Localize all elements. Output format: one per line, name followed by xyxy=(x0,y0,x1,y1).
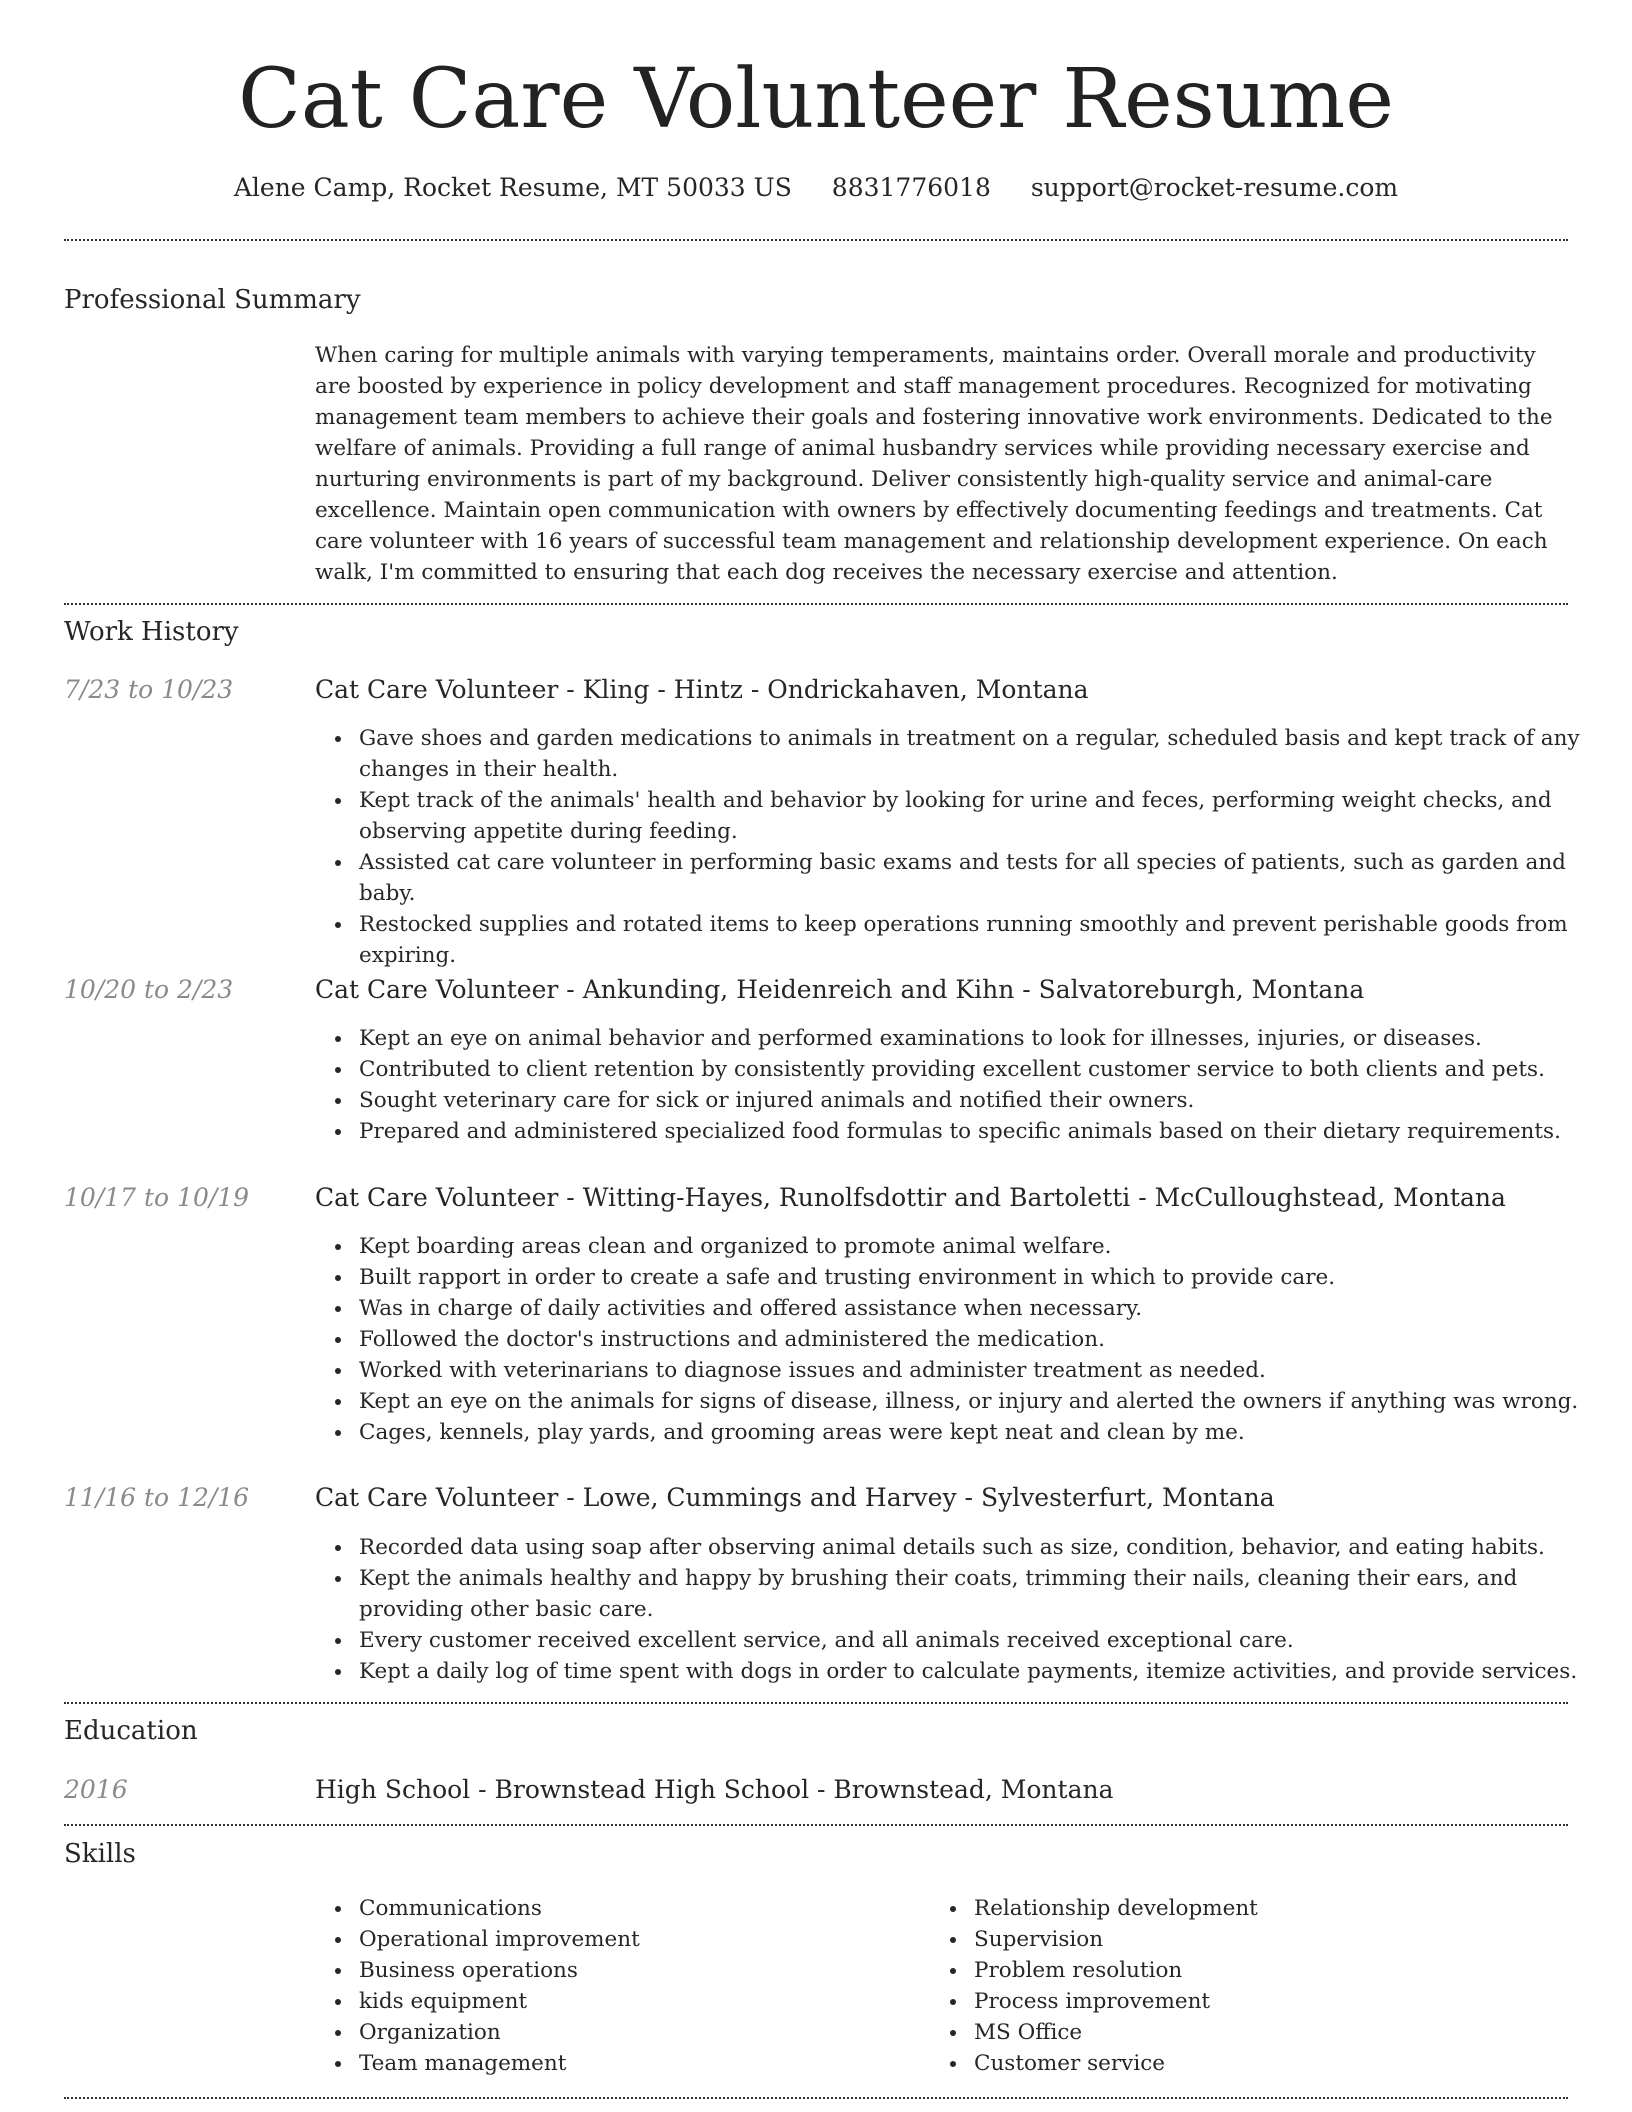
skill-item: Customer service xyxy=(974,2048,1534,2079)
skill-item: Process improvement xyxy=(974,1986,1534,2017)
skills-list-left xyxy=(315,1893,919,2079)
contact-address: Alene Camp, Rocket Resume, MT 50033 US xyxy=(233,173,792,202)
list-item: Was in charge of daily activities and offered assistance when necessary. xyxy=(359,1293,1613,1324)
skills-list-right xyxy=(930,1893,1534,2079)
job-date: 11/16 to 12/16 xyxy=(64,1483,250,1512)
list-item: Contributed to client retention by consistently providing excellent customer service to both clients and pets. xyxy=(359,1054,1613,1085)
job-date: 7/23 to 10/23 xyxy=(64,675,234,704)
list-item: Kept track of the animals' health and behavior by looking for urine and feces, performing weight checks, and observing appetite during feeding. xyxy=(359,785,1613,847)
skill-item: kids equipment xyxy=(359,1986,919,2017)
list-item: Followed the doctor's instructions and administered the medication. xyxy=(359,1324,1613,1355)
list-item: Kept the animals healthy and happy by brushing their coats, trimming their nails, cleaning their ears, and providing other basic care. xyxy=(359,1563,1613,1625)
job-title: Cat Care Volunteer - Lowe, Cummings and Harvey - Sylvesterfurt, Montana xyxy=(315,1483,1275,1512)
job-date: 10/20 to 2/23 xyxy=(64,975,234,1004)
list-item: Recorded data using soap after observing animal details such as size, condition, behavior, and eating habits. xyxy=(359,1532,1613,1563)
skill-item: Relationship development xyxy=(974,1893,1534,1924)
education-date: 2016 xyxy=(64,1775,128,1804)
list-item: Kept boarding areas clean and organized to promote animal welfare. xyxy=(359,1231,1613,1262)
section-title-education: Education xyxy=(64,1716,198,1746)
section-title-work-history: Work History xyxy=(64,617,239,647)
resume-title: Cat Care Volunteer Resume xyxy=(238,52,1394,147)
summary-text: When caring for multiple animals with varying temperaments, maintains order. Overall morale and productivity are boosted by experience in policy development and staff management procedures. Recognized for motivating management team members to achieve their goals and fostering innovative work environments. Dedicated to the welfare of animals. Providing a full range of animal husbandry services while providing necessary exercise and nurturing environments is part of my background. Deliver consistently high-quality service and animal-care excellence. Maintain open communication with owners by effectively documenting feedings and treatments. Cat care volunteer with 16 years of successful team management and relationship development experience. On each walk, I'm committed to ensuring that each dog receives the necessary exercise and attention. xyxy=(315,343,1553,585)
contact-phone: 8831776018 xyxy=(831,173,991,202)
skill-item: Communications xyxy=(359,1893,919,1924)
list-item: Kept an eye on the animals for signs of disease, illness, or injury and alerted the owners if anything was wrong. xyxy=(359,1386,1613,1417)
job-bullets xyxy=(315,1023,1613,1147)
list-item: Sought veterinary care for sick or injured animals and notified their owners. xyxy=(359,1085,1613,1116)
skill-item: Operational improvement xyxy=(359,1924,919,1955)
list-item: Restocked supplies and rotated items to keep operations running smoothly and prevent perishable goods from expiring. xyxy=(359,909,1613,971)
divider xyxy=(64,603,1568,605)
list-item: Built rapport in order to create a safe and trusting environment in which to provide care. xyxy=(359,1262,1613,1293)
skill-item: Business operations xyxy=(359,1955,919,1986)
contact-email: support@rocket-resume.com xyxy=(1030,173,1399,202)
job-bullets xyxy=(315,723,1613,971)
skill-item: Problem resolution xyxy=(974,1955,1534,1986)
skill-item: Supervision xyxy=(974,1924,1534,1955)
job-bullets xyxy=(315,1231,1613,1448)
section-title-skills: Skills xyxy=(64,1839,136,1869)
list-item: Cages, kennels, play yards, and grooming areas were kept neat and clean by me. xyxy=(359,1417,1613,1448)
contact-line xyxy=(0,170,1632,206)
list-item: Worked with veterinarians to diagnose issues and administer treatment as needed. xyxy=(359,1355,1613,1386)
divider xyxy=(64,1702,1568,1704)
skill-item: Organization xyxy=(359,2017,919,2048)
list-item: Kept an eye on animal behavior and performed examinations to look for illnesses, injuries, or diseases. xyxy=(359,1023,1613,1054)
job-title: Cat Care Volunteer - Witting-Hayes, Runolfsdottir and Bartoletti - McCulloughstead, Montana xyxy=(315,1183,1506,1212)
list-item: Every customer received excellent service, and all animals received exceptional care. xyxy=(359,1625,1613,1656)
section-title-summary: Professional Summary xyxy=(64,285,361,315)
job-title: Cat Care Volunteer - Kling - Hintz - Ondrickahaven, Montana xyxy=(315,675,1089,704)
divider xyxy=(64,2097,1568,2099)
list-item: Gave shoes and garden medications to animals in treatment on a regular, scheduled basis and kept track of any changes in their health. xyxy=(359,723,1613,785)
job-title: Cat Care Volunteer - Ankunding, Heidenreich and Kihn - Salvatoreburgh, Montana xyxy=(315,975,1365,1004)
divider xyxy=(64,1824,1568,1826)
divider xyxy=(64,239,1568,241)
list-item: Prepared and administered specialized food formulas to specific animals based on their dietary requirements. xyxy=(359,1116,1613,1147)
list-item: Assisted cat care volunteer in performing basic exams and tests for all species of patients, such as garden and baby. xyxy=(359,847,1613,909)
list-item: Kept a daily log of time spent with dogs in order to calculate payments, itemize activities, and provide services. xyxy=(359,1656,1613,1687)
skill-item: MS Office xyxy=(974,2017,1534,2048)
education-title: High School - Brownstead High School - Brownstead, Montana xyxy=(315,1775,1114,1804)
job-bullets xyxy=(315,1532,1613,1687)
skill-item: Team management xyxy=(359,2048,919,2079)
job-date: 10/17 to 10/19 xyxy=(64,1183,250,1212)
